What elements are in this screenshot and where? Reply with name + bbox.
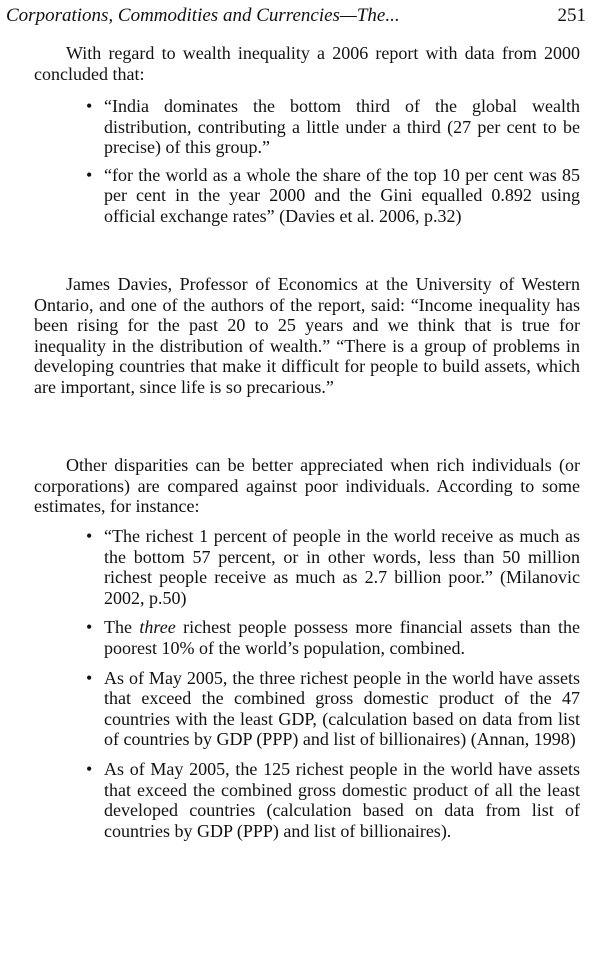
bullet-icon: • bbox=[86, 667, 93, 688]
list-item bbox=[86, 617, 580, 658]
estimate-text-prefix: The bbox=[104, 617, 140, 638]
list-item bbox=[86, 526, 580, 608]
quote-text: “for the world as a whole the share of the top 10 per cent was 85 per cent in the year 2000 and the Gini equalled 0.892 using official exchange rates” (Davies et al. 2006, p.32) bbox=[104, 164, 580, 226]
disparities-paragraph: Other disparities can be better appreciated when rich individuals (or corporations) are compared against poor individuals. According to some estimates, for instance: bbox=[34, 455, 580, 517]
estimate-text: “The richest 1 percent of people in the world receive as much as the bottom 57 percent, or in other words, less than 50 million richest people receive as much as 2.7 billion poor.” (Milanovic 2002, p.50) bbox=[104, 526, 580, 608]
bullet-icon: • bbox=[86, 758, 93, 779]
emphasis-three: three bbox=[139, 617, 176, 638]
running-head-title: Corporations, Commodities and Currencies—The... bbox=[6, 5, 400, 26]
quote-text: “India dominates the bottom third of the global wealth distribution, contributing a little under a third (27 per cent to be precise) of this group.” bbox=[104, 96, 580, 158]
bullet-icon: • bbox=[86, 526, 93, 546]
list-item bbox=[86, 667, 580, 750]
bullet-icon: • bbox=[86, 164, 93, 185]
list-item bbox=[86, 758, 580, 841]
bullet-icon: • bbox=[86, 617, 93, 638]
intro-paragraph: With regard to wealth inequality a 2006 report with data from 2000 concluded that: bbox=[34, 43, 580, 84]
davies-paragraph: James Davies, Professor of Economics at the University of Western Ontario, and one of the authors of the report, said: “Income inequality has been rising for the past 20 to 25 years and we think that is true for inequality in the distribution of wealth.” “There is a group of problems in developing countries that make it difficult for people to build assets, which are important, since life is so precarious.” bbox=[34, 274, 580, 397]
list-item bbox=[86, 164, 580, 227]
report-quotes-list bbox=[86, 96, 580, 227]
estimates-list bbox=[86, 526, 580, 841]
estimate-text-suffix: richest people possess more financial assets than the poorest 10% of the world’s population, combined. bbox=[104, 617, 580, 658]
estimate-text: As of May 2005, the three richest people in the world have assets that exceed the combined gross domestic product of the 47 countries with the least GDP, (calculation based on data from list of countries by GDP (PPP) and list of billionaires) (Annan, 1998) bbox=[104, 667, 580, 750]
bullet-icon: • bbox=[86, 96, 93, 116]
list-item bbox=[86, 96, 580, 158]
estimate-text: As of May 2005, the 125 richest people in the world have assets that exceed the combined gross domestic product of all the least developed countries (calculation based on data from list of countries by GDP (PPP) and list of billionaires). bbox=[104, 758, 580, 841]
page-number: 251 bbox=[557, 5, 586, 26]
running-header bbox=[6, 5, 586, 31]
